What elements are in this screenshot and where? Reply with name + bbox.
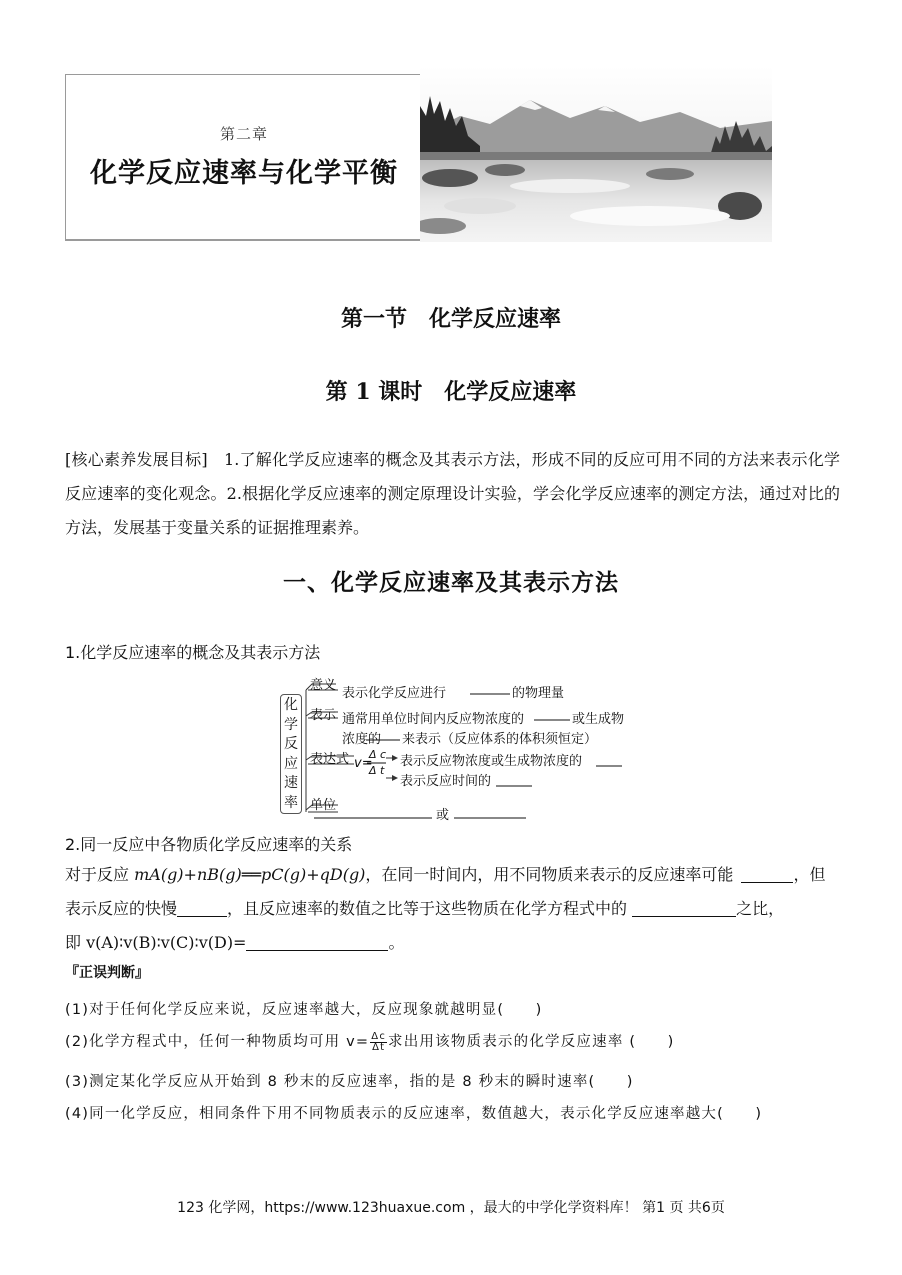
express-line1-a: 通常用单位时间内反应物浓度的 bbox=[342, 712, 525, 727]
relation-line3: 即 v(A)∶v(B)∶v(C)∶v(D)= 。 bbox=[65, 933, 405, 952]
section-title: 第一节 化学反应速率 bbox=[340, 306, 561, 332]
lesson-title: 第 1 课时 化学反应速率 bbox=[325, 379, 577, 405]
blank-coefficient bbox=[632, 900, 736, 917]
part-title: 一、化学反应速率及其表示方法 bbox=[283, 569, 619, 596]
unit-or: 或 bbox=[436, 808, 450, 823]
landscape-photo bbox=[420, 66, 772, 242]
relation-paragraph bbox=[65, 858, 840, 960]
subheading-relation: 2.同一反应中各物质化学反应速率的关系 bbox=[65, 835, 353, 854]
branch-unit-label: 单位 bbox=[310, 798, 337, 813]
judge-item-3: (3)测定某化学反应从开始到 8 秒末的反应速率，指的是 8 秒末的瞬时速率( ) bbox=[65, 1074, 634, 1090]
blank-same bbox=[177, 900, 227, 917]
express-line1-b: 或生成物 bbox=[572, 712, 625, 727]
express-line2-a: 浓度的 bbox=[342, 732, 382, 747]
page-footer: 123 化学网，https://www.123huaxue.com ，最大的中学化学资料库！ 第1 页 共6页 bbox=[177, 1200, 725, 1216]
core-goals-label: [核心素养发展目标] bbox=[65, 450, 208, 469]
core-goals-text: 1.了解化学反应速率的概念及其表示方法，形成不同的反应可用不同的方法来表示化学反应速率的变化观念。2.根据化学反应速率的测定原理设计实验，学会化学反应速率的测定方法，通过对比的方法，发展基于变量关系的证据推理素养。 bbox=[65, 450, 840, 537]
judge-item-1: (1)对于任何化学反应来说，反应速率越大，反应现象就越明显( ) bbox=[65, 1002, 543, 1018]
concept-map bbox=[278, 672, 638, 822]
subheading-concept: 1.化学反应速率的概念及其表示方法 bbox=[65, 643, 321, 662]
formula-arrow1-text: 表示反应物浓度或生成物浓度的 bbox=[400, 754, 583, 769]
relation-line1: 对于反应 mA(g)+nB(g)══pC(g)+qD(g)，在同一时间内，用不同物质来表示的反应速率可能 ，但 bbox=[65, 865, 826, 884]
meaning-text-b: 的物理量 bbox=[512, 686, 565, 701]
branch-formula-label: 表达式 bbox=[310, 752, 350, 767]
formula-numerator: Δ c bbox=[369, 748, 387, 761]
meaning-text-a: 表示化学反应进行 bbox=[342, 686, 447, 701]
branch-express-label: 表示 bbox=[310, 708, 337, 723]
branch-meaning-label: 意义 bbox=[310, 678, 337, 693]
blank-may bbox=[741, 866, 793, 883]
relation-line2: 表示反应的快慢 ，且反应速率的数值之比等于这些物质在化学方程式中的 之比， bbox=[65, 899, 785, 918]
core-goals bbox=[65, 443, 840, 545]
judge-formula-fraction: $\frac{\Delta c}{\Delta t}$ bbox=[371, 1030, 387, 1053]
judge-item-4: (4)同一化学反应，相同条件下用不同物质表示的反应速率，数值越大，表示化学反应速率越大( ) bbox=[65, 1106, 763, 1122]
formula-arrow2-text: 表示反应时间的 bbox=[400, 774, 492, 789]
formula-denominator: Δ t bbox=[369, 764, 385, 777]
chapter-number: 第二章 bbox=[219, 125, 268, 143]
judge-heading: 『正误判断』 bbox=[65, 965, 149, 981]
chapter-title: 化学反应速率与化学平衡 bbox=[90, 158, 398, 189]
formula-lhs: v= bbox=[354, 756, 373, 771]
reaction-equation: mA(g)+nB(g)══pC(g)+qD(g) bbox=[134, 865, 366, 884]
express-line2-b: 来表示（反应体系的体积须恒定） bbox=[402, 732, 598, 747]
chapter-banner bbox=[65, 74, 421, 240]
blank-ratio bbox=[246, 934, 388, 951]
judge-item-2: (2)化学方程式中，任何一种物质均可用 v= $\frac{\Delta c}{\Delta t}$ 求出用该物质表示的化学反应速率 ( ) bbox=[65, 1030, 675, 1053]
concept-root: 化 学 反 应 速 率 bbox=[280, 694, 302, 814]
